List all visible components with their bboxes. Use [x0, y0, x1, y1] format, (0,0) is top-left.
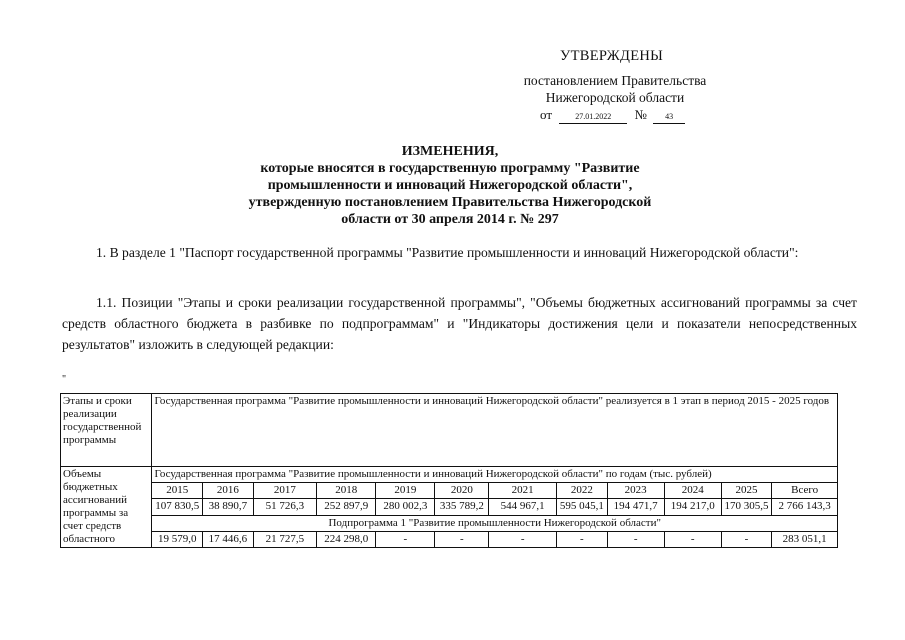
value-cell: 335 789,2 [435, 499, 489, 515]
year-cell: 2023 [607, 483, 664, 499]
value-cell: 21 727,5 [253, 531, 316, 547]
value-cell: 595 045,1 [557, 499, 608, 515]
value-cell: - [557, 531, 608, 547]
value-cell: 38 890,7 [203, 499, 254, 515]
opening-quote: " [62, 374, 67, 385]
subprogram-heading-row [61, 515, 838, 531]
value-cell: - [376, 531, 435, 547]
title-line-3: промышленности и инноваций Нижегородской области", [267, 178, 633, 193]
stages-label: Этапы и сроки реализации государственной программы [61, 394, 152, 467]
value-cell: - [664, 531, 721, 547]
budget-label: Объемы бюджетных ассигнований программы за счет средств областного [61, 467, 152, 548]
value-cell: - [721, 531, 772, 547]
value-cell: 283 051,1 [772, 531, 838, 547]
subprogram-heading: Подпрограмма 1 "Развитие промышленности Нижегородской области" [152, 515, 838, 531]
decree-date: 27.01.2022 [559, 111, 627, 124]
year-cell: 2020 [435, 483, 489, 499]
approved-stamp: УТВЕРЖДЕНЫ [560, 48, 664, 64]
decree-line-1: постановлением Правительства [523, 73, 707, 88]
year-cell: 2019 [376, 483, 435, 499]
title-line-4: утвержденную постановлением Правительства Нижегородской [248, 195, 652, 210]
year-cell: 2015 [152, 483, 203, 499]
value-cell: 19 579,0 [152, 531, 203, 547]
program-passport-table [60, 393, 838, 548]
decree-number: 43 [653, 111, 685, 124]
year-cell: 2016 [203, 483, 254, 499]
value-cell: 280 002,3 [376, 499, 435, 515]
paragraph-1-1: 1.1. Позиции "Этапы и сроки реализации государственной программы", "Объемы бюджетных ассигнований программы за счет средств областного бюджета в разбивке по подпрограммам" и "Индикаторы достижения цели и показатели непосредственных результатов" изложить в следующей редакции: [62, 295, 857, 352]
year-cell: 2025 [721, 483, 772, 499]
value-cell: 17 446,6 [203, 531, 254, 547]
stages-text: Государственная программа "Развитие промышленности и инноваций Нижегородской области" реализуется в 1 этап в период 2015 - 2025 годов [152, 394, 838, 467]
value-cell: 170 305,5 [721, 499, 772, 515]
program-values-row [61, 499, 838, 515]
year-cell: Всего [772, 483, 838, 499]
from-label: от [540, 107, 553, 122]
title-line-2: которые вносятся в государственную программу "Развитие [260, 161, 640, 176]
title-line-5: области от 30 апреля 2014 г. № 297 [341, 212, 559, 227]
value-cell: 2 766 143,3 [772, 499, 838, 515]
value-cell: - [607, 531, 664, 547]
value-cell: 544 967,1 [489, 499, 557, 515]
value-cell: 224 298,0 [317, 531, 376, 547]
year-cell: 2018 [317, 483, 376, 499]
value-cell: 107 830,5 [152, 499, 203, 515]
year-cell: 2022 [557, 483, 608, 499]
value-cell: - [435, 531, 489, 547]
decree-date-number [540, 107, 685, 124]
paragraph-1: 1. В разделе 1 "Паспорт государственной программы "Развитие промышленности и инноваций Нижегородской области": [96, 245, 799, 260]
budget-heading: Государственная программа "Развитие промышленности и инноваций Нижегородской области" по годам (тыс. рублей) [152, 467, 838, 483]
title-line-1: ИЗМЕНЕНИЯ, [401, 144, 499, 159]
value-cell: 194 471,7 [607, 499, 664, 515]
value-cell: 252 897,9 [317, 499, 376, 515]
table-row [61, 467, 838, 483]
decree-reference [470, 72, 760, 106]
year-cell: 2021 [489, 483, 557, 499]
subprogram-values-row [61, 531, 838, 547]
year-cell: 2017 [253, 483, 316, 499]
year-cell: 2024 [664, 483, 721, 499]
value-cell: - [489, 531, 557, 547]
decree-line-2: Нижегородской области [545, 90, 685, 105]
number-label: № [634, 107, 647, 122]
value-cell: 194 217,0 [664, 499, 721, 515]
table-row [61, 394, 838, 467]
years-row [61, 483, 838, 499]
document-title [220, 143, 680, 228]
value-cell: 51 726,3 [253, 499, 316, 515]
